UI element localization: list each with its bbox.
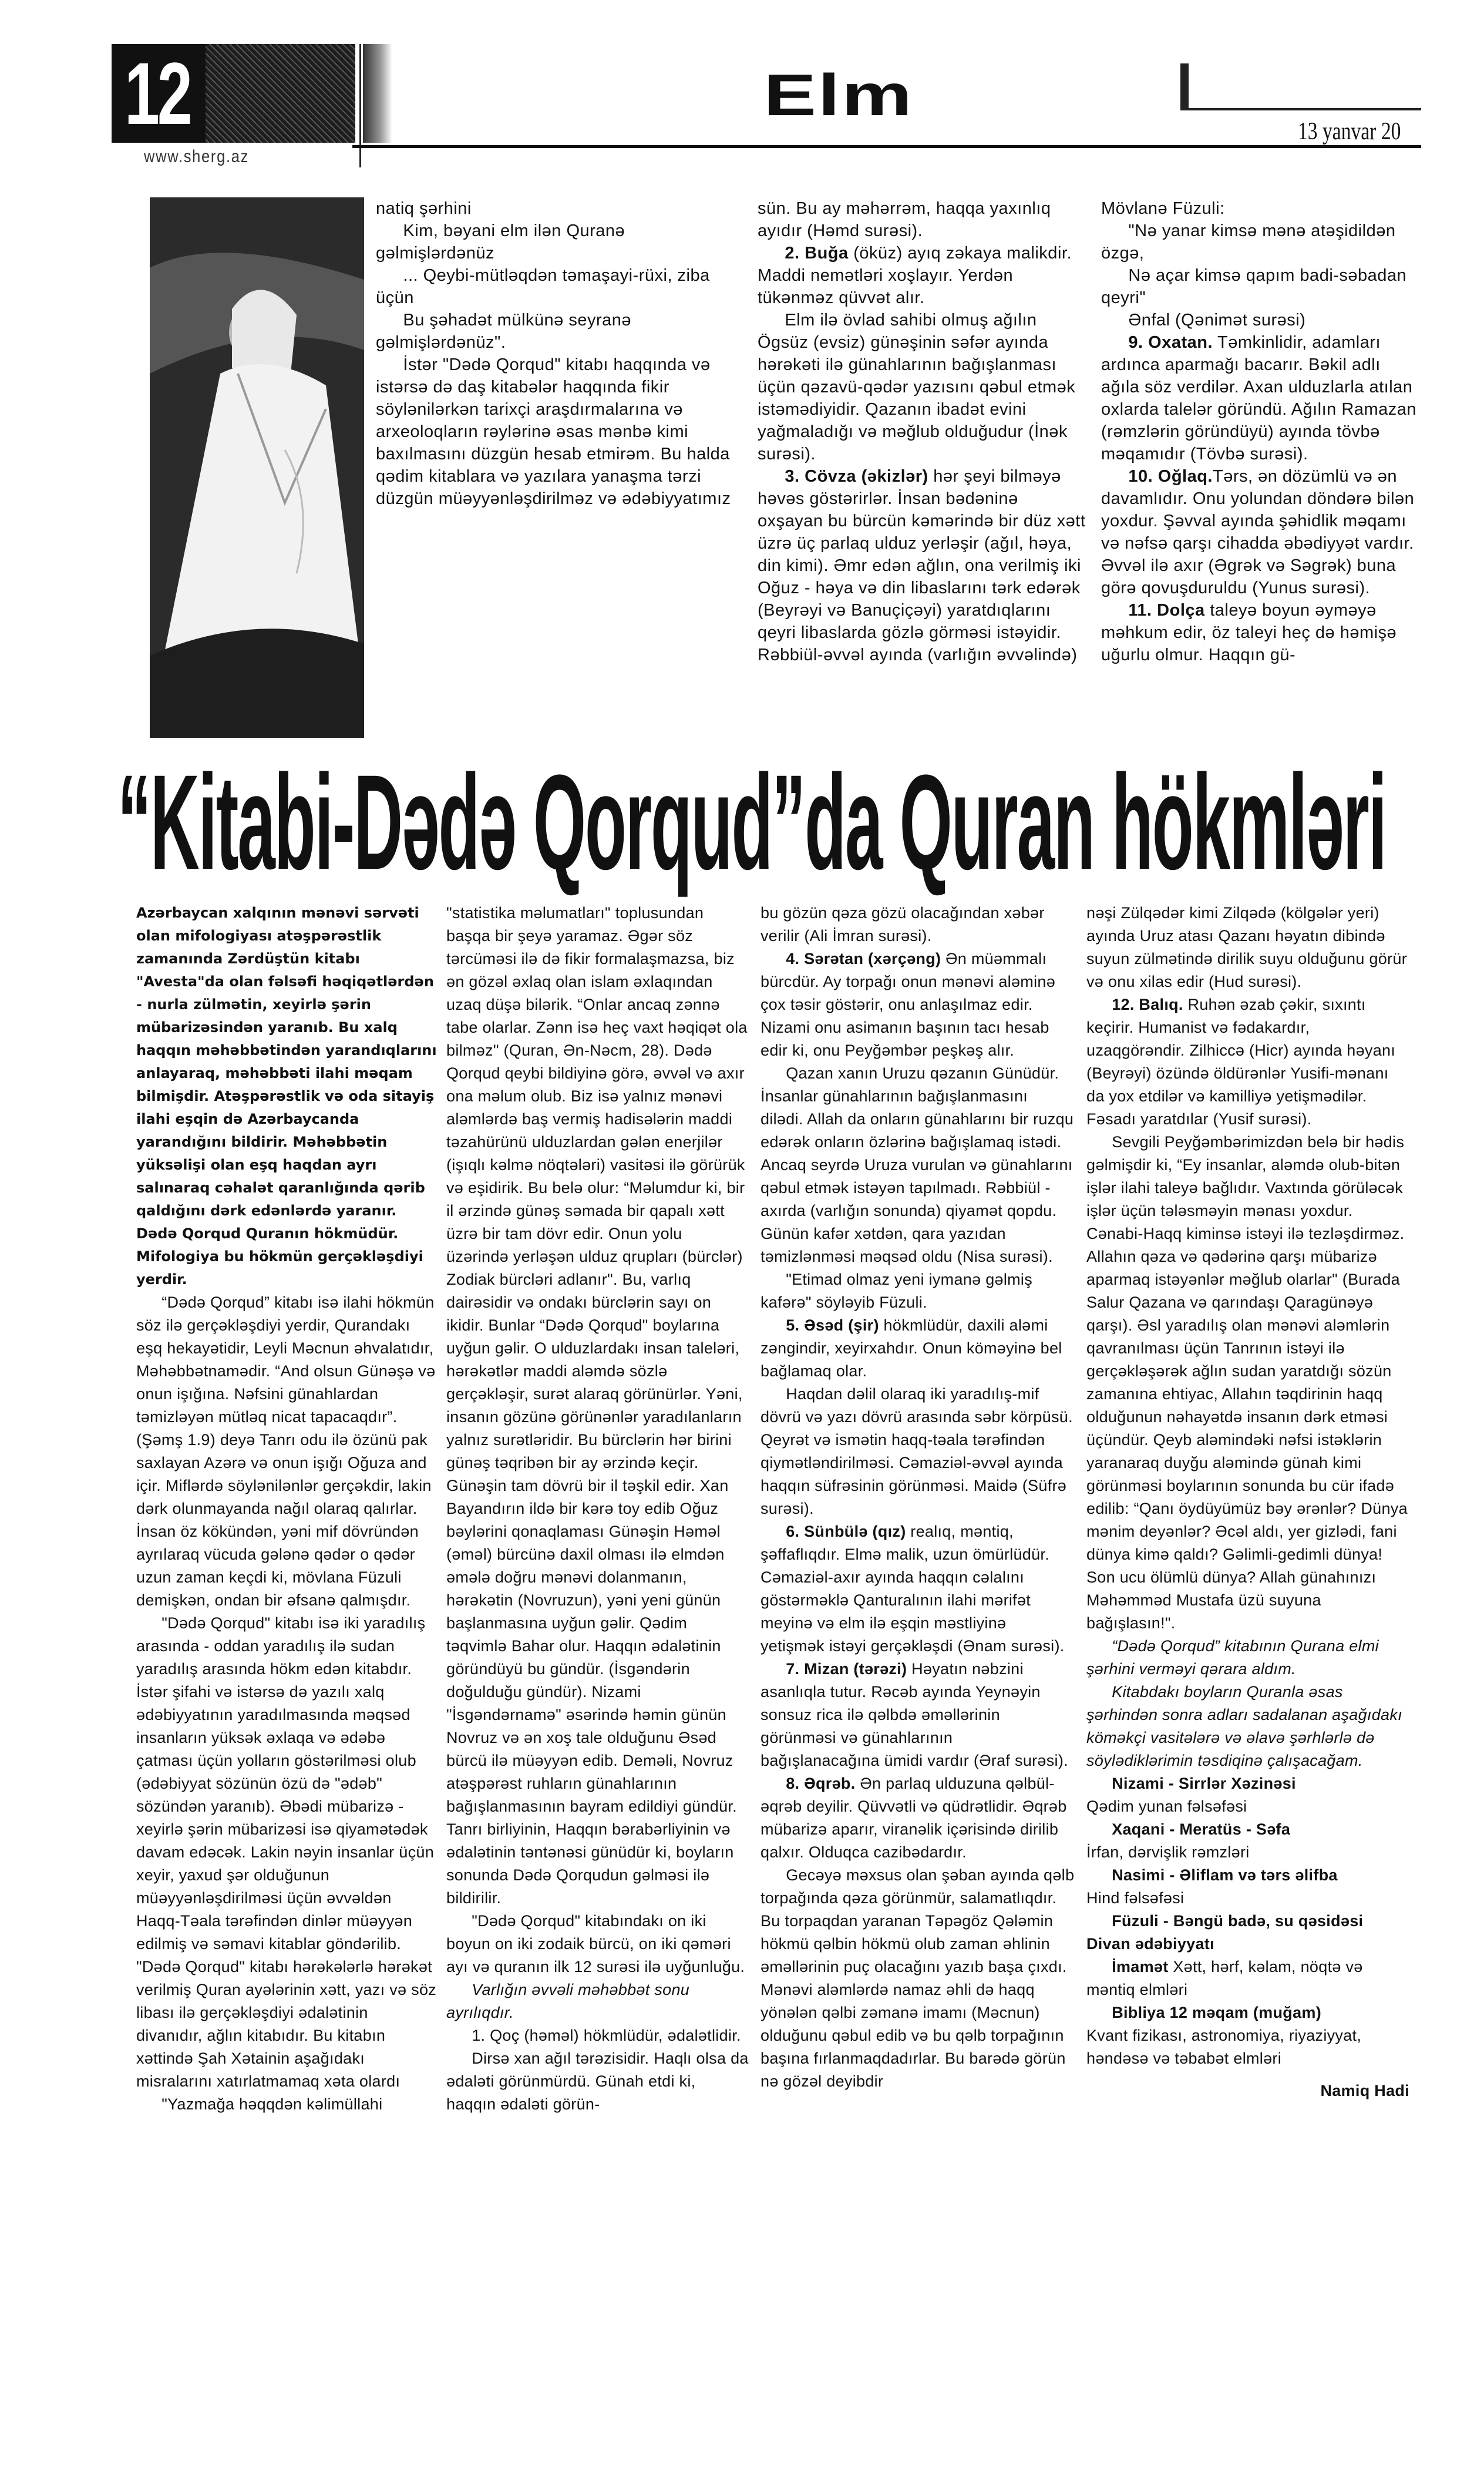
article-paragraph [760, 902, 1075, 948]
article-paragraph [760, 1314, 1075, 1383]
page-number: 12 [124, 44, 190, 143]
article-paragraph [760, 1658, 1075, 1772]
article-paragraph [1101, 331, 1421, 465]
masthead-decoration [363, 44, 392, 143]
article-paragraph [1101, 220, 1421, 264]
paragraph-lead: İmamət [1112, 1958, 1169, 1976]
paragraph-text: natiq şərhini [376, 199, 472, 218]
top-column-1 [376, 197, 740, 510]
paragraph-text: realıq, məntiq, şəffaflıqdır. Elmə malik, uzun ömürlüdür. Cəmaziəl-axır ayında haqqın cəlalını göstərməklə Qanturalının ilahi mərifət meyinə və elm ilə eşqin məstliyinə yetişmək istəyi gerçəkləşdi (Ənam surəsi). [760, 1523, 1065, 1655]
paragraph-text: Həyatın nəbzini asanlıqla tutur. Rəcəb ayında Yeynəyin sonsuz rica ilə qəlbdə əməllərinin görünməsi və günahlarının bağışlanacağına ümidi vardır (Əraf surəsi). [760, 1660, 1068, 1769]
top-column-3 [1101, 197, 1421, 666]
headline [117, 747, 1386, 898]
paragraph-text: "Etimad olmaz yeni iymanə gəlmiş kafərə" söyləyib Füzuli. [760, 1271, 1033, 1311]
article-paragraph [446, 2024, 749, 2047]
paragraph-text: Elm ilə övlad sahibi olmuş ağılın Ögsüz (evsiz) günəşinin səfər ayında hərəkəti ilə günahlarının bağışlanması üçün qəzavü-qədər yazısını qəbul etmək istəmədiyidir. Qazanın ibadət evini yağmaladığı və məğlub olduğudur (İnək surəsi). [758, 311, 1076, 463]
paragraph-text: Gecəyə məxsus olan şəban ayında qəlb torpağında qəza görünmür, salamatlıqdır. Bu torpaqdan yaranan Təpəgöz Qələmin hökmü qəlbin hökmü olub zaman əhlinin əməllərinin puç olacağını yazıb başa çıxdı. Mənəvi aləmlərdə namaz əhli də haqq yönələn qəlbi zəmanə imamı (Məcnun) olduğunu qəbul edib və bu qəlb torpağının başına fırlanmaqdadırlar. Bu barədə görün nə gözəl deyibdir [760, 1866, 1075, 2090]
bottom-column-2 [446, 902, 749, 2116]
article-paragraph [136, 1612, 439, 2093]
article-paragraph [1086, 902, 1409, 993]
paragraph-text: hökmlüdür, daxili aləmi zəngindir, xeyirxahdır. Onun köməyinə bel bağlamaq olar. [760, 1316, 1062, 1380]
paragraph-lead: Nizami - Sirrlər Xəzinəsi [1112, 1775, 1296, 1792]
paragraph-text: "Dədə Qorqud" kitabındakı on iki boyun on iki zodaik bürcü, on iki qəməri ayı və quranın ilk 12 surəsi ilə uyğunluğu. [446, 1912, 745, 1976]
article-paragraph [760, 1864, 1075, 2093]
site-url[interactable]: www.sherg.az [144, 147, 250, 166]
paragraph-text: İrfan, dərvişlik rəmzləri [1086, 1843, 1250, 1861]
article-paragraph [376, 309, 740, 354]
article-paragraph [446, 2047, 749, 2116]
article-paragraph [1101, 264, 1421, 309]
paragraph-lead: 2. Buğa [785, 244, 849, 263]
masthead-texture [206, 44, 355, 143]
article-paragraph [376, 220, 740, 264]
article-paragraph [446, 1910, 749, 1978]
paragraph-text: "Yazmağa həqqdən kəlimüllahi [161, 2095, 383, 2113]
paragraph-text: Ən parlaq ulduzuna qəlbül-əqrəb deyilir. Qüvvətli və qüdrətlidir. Əqrəb mübarizə aparır, viranəlik içərisində dirilib qalxır. Olduqca cazibədardır. [760, 1775, 1067, 1861]
paragraph-text: ... Qeybi-mütləqdən təmaşayi-rüxi, ziba üçün [376, 266, 710, 307]
article-paragraph [758, 242, 1086, 309]
article-paragraph [376, 197, 740, 220]
article-paragraph [1086, 1818, 1409, 1841]
paragraph-text: Hind fəlsəfəsi [1086, 1889, 1184, 1907]
article-paragraph [136, 2093, 439, 2116]
paragraph-text: (öküz) ayıq zəkaya malikdir. Maddi nemətləri xoşlayır. Yerdən tükənməz qüvvət alır. [758, 244, 1072, 307]
article-paragraph [758, 309, 1086, 465]
article-paragraph [1086, 1910, 1409, 1956]
article-paragraph [1086, 993, 1409, 1131]
paragraph-text: Ruhən əzab çəkir, sıxıntı keçirir. Humanist və fədakardır, uzaqgörəndir. Zilhiccə (Hicr) ayında həyanı (Beyrəyi) özündə öldürənlər Yusifi-mənanı da yox etdilər və kamilliyə yetişmədilər. Fəsadı yaratdılar (Yusif surəsi). [1086, 996, 1396, 1128]
paragraph-text: 1. Qoç (həməl) hökmlüdür, ədalətlidir. [472, 2027, 741, 2044]
bottom-column-1 [136, 902, 439, 2116]
paragraph-lead: 11. Dolça [1128, 601, 1205, 620]
article-paragraph [446, 1978, 749, 2024]
paragraph-lead: Bibliya 12 məqam (muğam) [1112, 2004, 1321, 2021]
article-paragraph [760, 948, 1075, 1062]
paragraph-lead: 12. Balıq. [1112, 996, 1183, 1013]
paragraph-text: Ənfal (Qənimət surəsi) [1128, 311, 1306, 330]
paragraph-text: "statistika məlumatları" toplusundan başqa bir şeyə yaramaz. Əgər söz tərcüməsi ilə də fikir formalaşmazsa, biz ən gözəl əxlaq olan islam əxlaqından uzaq düşə bilərik. “Onlar ancaq zənnə tabe olarlar. Zənn isə heç vaxt həqiqət ola bilməz" (Quran, Ən-Nəcm, 28). Dədə Qorqud qeybi bildiyinə görə, əvvəl və axır ona məlum olub. Biz isə yalnız mənəvi aləmlərdə baş vermiş hadisələrin maddi təzahürünü ulduzlardan gələn enerjilər (işıqlı kəlmə nöqtələri) vasitəsi ilə görürük və eşidirik. Bu belə olur: “Məlumdur ki, bir il ərzində günəş səmada bir qapalı xətt üzrə bir tam dövr edir. Onun yolu üzərində yerləşən ulduz qrupları (bürclər) Zodiak bürcləri adlanır". Bu, varlıq dairəsidir və ondakı bürclərin sayı on ikidir. Bunlar “Dədə Qorqud" boylarına uyğun gəlir. O ulduzlardakı insan taleləri, hərəkətlər maddi aləmdə sözlə gerçəkləşir, surət alaraq görünürlər. Yəni, insanın gözünə görünənlər yaradılanların yalnız surətləridir. Bu bürclərin hər birini günəş təqribən bir ay ərzində keçir. Günəşin tam dövrü bir il təşkil edir. Xan Bayandırın ildə bir kərə toy edib Oğuz bəylərini qonaqlaması Günəşin Həməl (əməl) bürcünə daxil olması ilə elmdən əmələ doğru mənəvi dolanmanın, hərəkətin (Novruzun), yəni yeni günün başlanmasına uyğun gəlir. Qədim təqvimlə Bahar olur. Haqqın ədalətinin göründüyü bu gündür. (İsgəndərin doğulduğu gündür). Nizami "İsgəndərnamə" əsərində həmin günün Novruz və ən xoş tale olduğunu Əsəd bürcü ilə müəyyən edib. Deməli, Novruz atəşpərəst ruhların günahlarının bağışlanmasının bayram edildiyi gündür. Tanrı birliyinin, Haqqın bərabərliyinin və ədalətinin təntənəsi günüdür ki, boyların sonunda Dədə Qorqudun gəlməsi ilə bildirilir. [446, 904, 748, 1907]
paragraph-text: "Nə yanar kimsə mənə atəşidildən özgə, [1101, 221, 1396, 263]
paragraph-text: Azərbaycan xalqının mənəvi sərvəti olan mifologiyası atəşpərəstlik zamanında Zərdüştün kitabı "Avesta"da olan fəlsəfi həqiqətlərdən - nurla zülmətin, xeyirlə şərin mübarizəsindən yaranıb. Bu xalq haqqın məhəbbətindən yarandıqlarını anlayaraq, məhəbbəti ilahi məqam bilmişdir. Atəşpərəstlik və oda sitayiş ilahi eşqin də Azərbaycanda yarandığını bildirir. Məhəbbətin yüksəlişi olan eşq haqdan ayrı salınaraq cəhalət qaranlığında qərib qaldığını dərk edənlərdə yaranır. Dədə Qorqud Quranın hökmüdür. Mifologiya bu hökmün gerçəkləşdiyi yerdir. [136, 905, 437, 1288]
article-paragraph [1086, 1772, 1409, 1795]
paragraph-lead: Füzuli - Bəngü badə, su qəsidəsi Divan ədəbiyyatı [1086, 1912, 1364, 1953]
header-rule [1180, 108, 1421, 110]
paragraph-lead: Xaqani - Meratüs - Səfa [1112, 1820, 1291, 1838]
paragraph-lead: 5. Əsəd (şir) [786, 1316, 879, 1334]
paragraph-lead: 3. Cövza (əkizlər) [785, 467, 928, 486]
paragraph-text: nəşi Zülqədər kimi Zilqədə (kölgələr yeri) ayında Uruz atası Qazanı həyatın dibində suyun zülmətində dirilik suyu olduğunu görür və onu xilas edir (Hud surəsi). [1086, 904, 1408, 990]
header-divider [359, 44, 361, 167]
author-signature: Namiq Hadi [1320, 2082, 1409, 2099]
paragraph-text: Sevgili Peyğəmbərimizdən belə bir hədis gəlmişdir ki, “Ey insanlar, aləmdə olub-bitən işlər ilahi taleyə bağlıdır. Vaxtında görüləcək işlər üçün tələsməyin mənası yoxdur. Cənabi-Haqq kiminsə istəyi ilə tezləşdirməz. Allahın qəza və qədərinə qarşı mübarizə aparmaq istəyənlər məğlub olarlar" (Burada Salur Qazana və qarındaşı Qaragünəyə qarşı). Əsl yaradılış olan mənəvi aləmlərin qavranılması üçün Tanrının istəyi ilə gerçəkləşərək ağlın sudan yaratdığı sözün zamanına ehtiyac, Allahın təqdirinin haqq olduğunun nəhayətdə insanın dərk etməsi üçündür. Qeyb aləmindəki nəfsi istəklərin yaranaraq duyğu aləmində günah kimi görünməsi boylarının sonunda bu cür ifadə edilib: “Qanı öydüyümüz bəy ərənlər? Dünya mənim deyənlər? Əcəl aldı, yer gizlədi, fani dünya kimə qaldı? Gəlimli-gedimli dünya! Son ucu ölümlü dünya? Allah günahınızı Məhəmməd Mustafa üzü suyuna bağışlasın!". [1086, 1133, 1408, 1632]
article-paragraph [1086, 1131, 1409, 1635]
article-paragraph [1086, 1887, 1409, 1910]
paragraph-text: Kim, bəyani elm ilən Quranə gəlmişlərdənüz [376, 221, 625, 263]
paragraph-text: “Dədə Qorqud” kitabı isə ilahi hökmün söz ilə gerçəkləşdiyi yerdir, Qurandakı eşq hekayətidir, Leyli Məcnun əhvalatıdır, Məhəbbətnamədir. “And olsun Günəşə və onun işığına. Nəfsini günahlardan təmizləyən mütləq nicat tapacaqdır”. (Şəmş 1.9) deyə Tanrı odu ilə özünü pak saxlayan Azərə və onun işığı Oğuza and içir. Miflərdə söylənilənlər gerçəkdir, lakin dərk olunmayanda nağıl olaraq qalırlar. İnsan öz kökündən, yəni mif dövründən ayrılaraq vücuda gələnə qədər o qədər uzun zaman keçdi ki, mövlana Füzuli demişkən, ondan bir əfsanə qalmışdır. [136, 1294, 436, 1609]
article-paragraph [1086, 1795, 1409, 1818]
masthead-rule [352, 145, 1421, 148]
article-paragraph [1086, 2024, 1409, 2070]
top-column-2 [758, 197, 1086, 666]
article-paragraph [1086, 1635, 1409, 1681]
headline-text: “Kitabi-Dədə Qorqud”da Quran hökmləri [117, 747, 1386, 898]
paragraph-text: Kitabdakı boyların Quranla əsas şərhindən sonra adları sadalanan aşağıdakı köməkçi vasitələrə və əlavə şərhlərlə də söylədiklərimin təsdiqinə çalışacağam. [1086, 1683, 1402, 1769]
article-paragraph [758, 465, 1086, 666]
bottom-column-4 [1086, 902, 1409, 2102]
article-paragraph [136, 1291, 439, 1612]
paragraph-text: Dirsə xan ağıl tərəzisidir. Haqlı olsa da ədaləti görünmürdü. Günah etdi ki, haqqın ədaləti görün- [446, 2050, 749, 2113]
paragraph-text: "Dədə Qorqud" kitabı isə iki yaradılış arasında - oddan yaradılış ilə sudan yaradılış arasında hökm edən kitabdır. İstər şifahi və istərsə də yazılı xalq ədəbiyyatının yaradılmasında məqsəd insanların yüksək əxlaqa və ədəbə çatması üçün yolların göstərilməsi olub (ədəbiyyat sözünün özü də "ədəb" sözündən yaranıb). Əbədi mübarizə - xeyirlə şərin mübarizəsi isə qiyamətədək davam edəcək. Lakin nəyin insanlar üçün xeyir, yaxud şər olduğunun müəyyənləşdirilməsi üçün əvvəldən Haqq-Təala tərəfindən dinlər müəyyən edilmiş və səmavi kitablar göndərilib. "Dədə Qorqud" kitabı hərəkələrlə hərəkət verilmiş Quran ayələrinin xətt, yazı və söz libası ilə gerçəkləşdiyi ədalətinin divanıdır, ağlın kitabıdır. Bu kitabın xəttində Şah Xətainin aşağıdakı misralarını xatırlatmamaq xəta olardı [136, 1614, 437, 2090]
paragraph-text: Tərs, ən dözümlü və ən davamlıdır. Onu yolundan döndərə bilən yoxdur. Şəvval ayında şəhidlik məqamı və nəfsə qarşı cihadda əbədiyyət vardır. Əvvəl ilə axır (Əgrək və Səgrək) buna görə qovuşduruldu (Yunus surəsi). [1101, 467, 1415, 597]
section-title: Elm [763, 62, 914, 128]
article-paragraph [446, 902, 749, 1910]
elder-figure-image [150, 197, 364, 738]
article-paragraph [760, 1520, 1075, 1658]
article-paragraph [1086, 2001, 1409, 2024]
paragraph-text: İstər "Dədə Qorqud" kitabı haqqında və istərsə də daş kitabələr haqqında fikir söylənilərkən tarixçi araşdırmalarına və arxeoloqların rəylərinə əsas mənbə kimi baxılmasını düzgün hesab etmirəm. Bu halda qədim kitablara və yazılara yanaşma tərzi düzgün müəyyənləşdirilməz və ədəbiyyatımız [376, 355, 731, 508]
paragraph-lead: 9. Oxatan. [1128, 333, 1213, 352]
paragraph-text: taleyə boyun əyməyə məhkum edir, öz taleyi heç də həmişə uğurlu olmur. Haqqın gü- [1101, 601, 1397, 664]
article-paragraph [1101, 599, 1421, 666]
paragraph-text: Qədim yunan fəlsəfəsi [1086, 1798, 1247, 1815]
paragraph-text: Bu şəhadət mülkünə seyranə gəlmişlərdənüz". [376, 311, 632, 352]
article-paragraph [1101, 309, 1421, 331]
article-paragraph [760, 1062, 1075, 1268]
paragraph-text: hər şeyi bilməyə həvəs göstərirlər. İnsan bədəninə oxşayan bu bürcün kəmərində bir düz xətt üzrə üç parlaq ulduz yerləşir (ağıl, həya, din kimi). Əmr edən ağlın, ona verilmiş iki Oğuz - həya və din libaslarını tərk edərək (Beyrəyi və Banuçiçəyi) yaratdıqlarını qeyri libaslarda gözlə görməsi istəyidir. Rəbbiül-əvvəl ayında (varlığın əvvəlində) [758, 467, 1086, 664]
paragraph-lead: Nasimi - Əliflam və tərs əlifba [1112, 1866, 1338, 1884]
article-photo [150, 197, 364, 738]
paragraph-text: bu gözün qəza gözü olacağından xəbər verilir (Ali İmran surəsi). [760, 904, 1045, 945]
paragraph-text: Kvant fizikası, astronomiya, riyaziyyat, həndəsə və təbabət elmləri [1086, 2027, 1362, 2067]
paragraph-text: Nə açar kimsə qapım badi-səbadan qeyri" [1101, 266, 1407, 307]
bottom-column-3 [760, 902, 1075, 2093]
page-number-box [112, 44, 355, 143]
article-paragraph [376, 264, 740, 309]
article-paragraph [760, 1772, 1075, 1864]
paragraph-text: Haqdan dəlil olaraq iki yaradılış-mif dövrü və yazı dövrü arasında səbr körpüsü. Qeyrət və ismətin haqq-təala tərəfindən qiymətləndirilməsi. Cəmaziəl-əvvəl ayında haqqın süfrəsinin görünməsi. Maidə (Süfrə surəsi). [760, 1385, 1073, 1517]
paragraph-lead: 8. Əqrəb. [786, 1775, 856, 1792]
paragraph-lead: 10. Oğlaq. [1128, 467, 1213, 486]
article-paragraph [376, 354, 740, 510]
paragraph-text: Təmkinlidir, adamları ardınca aparmağı bacarır. Bəkil adlı ağıla söz verdilər. Axan ulduzlarla atılan oxlarda talelər göründü. Ağılın Ramazan (rəmzlərin göründüyü) ayında tövbə məqamıdır (Tövbə surəsi). [1101, 333, 1416, 463]
paragraph-text: Xətt, hərf, kəlam, nöqtə və məntiq elmləri [1086, 1958, 1363, 1998]
paragraph-text: Qazan xanın Uruzu qəzanın Günüdür. İnsanlar günahlarının bağışlanmasını dilədi. Allah da onların günahlarını bir ruzqu edərək onların özlərinə bağışlamaq istədi. Ancaq seyrdə Uruza vurulan və günahlarını qəbul etmək istəyən tapılmadı. Rəbbiül -axırda (varlığın sonunda) qiyamət qopdu. Günün kafər xətdən, qara yazıdan təmizlənməsi məqsəd oldu (Nisa surəsi). [760, 1064, 1074, 1265]
paragraph-text: sün. Bu ay məhərrəm, haqqa yaxınlıq ayıdır (Həmd surəsi). [758, 199, 1051, 240]
paragraph-text: Ən müəmmalı bürcdür. Ay torpağı onun mənəvi aləminə çox təsir göstərir, onu anlaşılmaz edir. Nizami onu asimanın başının tacı hesab edir ki, onu Peyğəmbər peşkəş alır. [760, 950, 1056, 1059]
article-paragraph [1101, 465, 1421, 599]
article-paragraph [1101, 197, 1421, 220]
paragraph-lead: 4. Sərətan (xərçəng) [786, 950, 941, 967]
article-paragraph [1086, 1956, 1409, 2001]
article-paragraph [758, 197, 1086, 242]
paragraph-lead: 7. Mizan (tərəzi) [786, 1660, 907, 1678]
header-mark [1180, 63, 1189, 110]
article-paragraph [1086, 1681, 1409, 1772]
paragraph-text: Varlığın əvvəli məhəbbət sonu ayrılıqdır. [446, 1981, 690, 2021]
article-paragraph [1086, 1841, 1409, 1864]
issue-date: 13 yanvar 20 [1298, 118, 1401, 145]
paragraph-text: Mövlanə Füzuli: [1101, 199, 1225, 218]
article-paragraph [760, 1383, 1075, 1520]
paragraph-lead: 6. Sünbülə (qız) [786, 1523, 906, 1540]
article-paragraph [136, 902, 439, 1291]
article-paragraph [760, 1268, 1075, 1314]
paragraph-text: “Dədə Qorqud” kitabının Qurana elmi şərhini verməyi qərara aldım. [1086, 1637, 1379, 1678]
article-paragraph [1086, 1864, 1409, 1887]
